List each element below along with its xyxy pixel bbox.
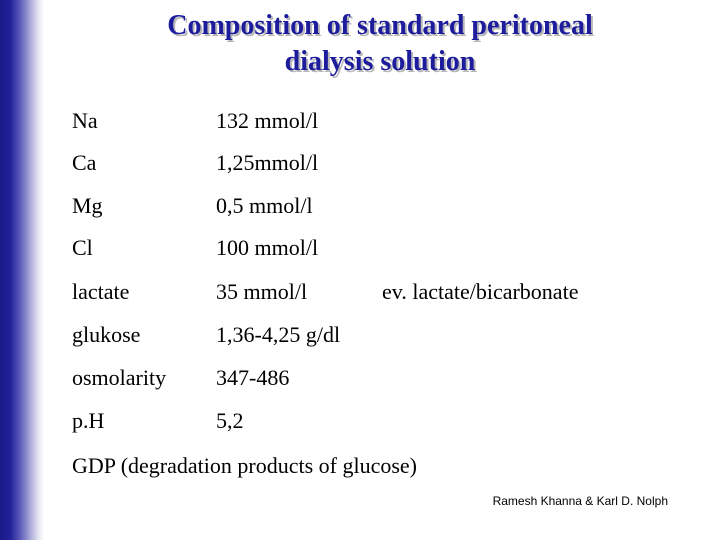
source-credit: Ramesh Khanna & Karl D. Nolph bbox=[492, 494, 668, 508]
row-value: 0,5 mmol/l bbox=[216, 193, 313, 218]
row-value: 5,2 bbox=[216, 408, 244, 433]
row-label: p.H bbox=[72, 408, 105, 433]
slide-title bbox=[120, 8, 640, 80]
composition-row-lactate bbox=[72, 277, 692, 307]
slide-title-line-2: dialysis solution bbox=[284, 46, 476, 77]
row-label: Mg bbox=[72, 193, 103, 218]
composition-row-na bbox=[72, 106, 692, 136]
composition-row-ph bbox=[72, 406, 692, 436]
row-value: 132 mmol/l bbox=[216, 108, 319, 133]
row-value: 100 mmol/l bbox=[216, 235, 319, 260]
slide-title-line-1: Composition of standard peritoneal bbox=[167, 10, 593, 41]
composition-row-ca bbox=[72, 148, 692, 178]
row-label: osmolarity bbox=[72, 365, 167, 390]
row-value: 1,25mmol/l bbox=[216, 150, 319, 175]
composition-row-glukose bbox=[72, 320, 692, 350]
row-label: Na bbox=[72, 108, 98, 133]
row-value: 1,36-4,25 g/dl bbox=[216, 322, 341, 347]
row-label: lactate bbox=[72, 279, 130, 304]
row-value: 347-486 bbox=[216, 365, 290, 390]
row-value: 35 mmol/l bbox=[216, 279, 308, 304]
row-label: Ca bbox=[72, 150, 97, 175]
composition-row-mg bbox=[72, 191, 692, 221]
row-label: glukose bbox=[72, 322, 141, 347]
gdp-line: GDP (degradation products of glucose) bbox=[72, 453, 417, 478]
composition-row-cl bbox=[72, 233, 692, 263]
row-note: ev. lactate/bicarbonate bbox=[382, 279, 579, 304]
composition-row-osmolarity bbox=[72, 363, 692, 393]
row-label: Cl bbox=[72, 235, 93, 260]
slide-side-bar bbox=[0, 0, 44, 540]
